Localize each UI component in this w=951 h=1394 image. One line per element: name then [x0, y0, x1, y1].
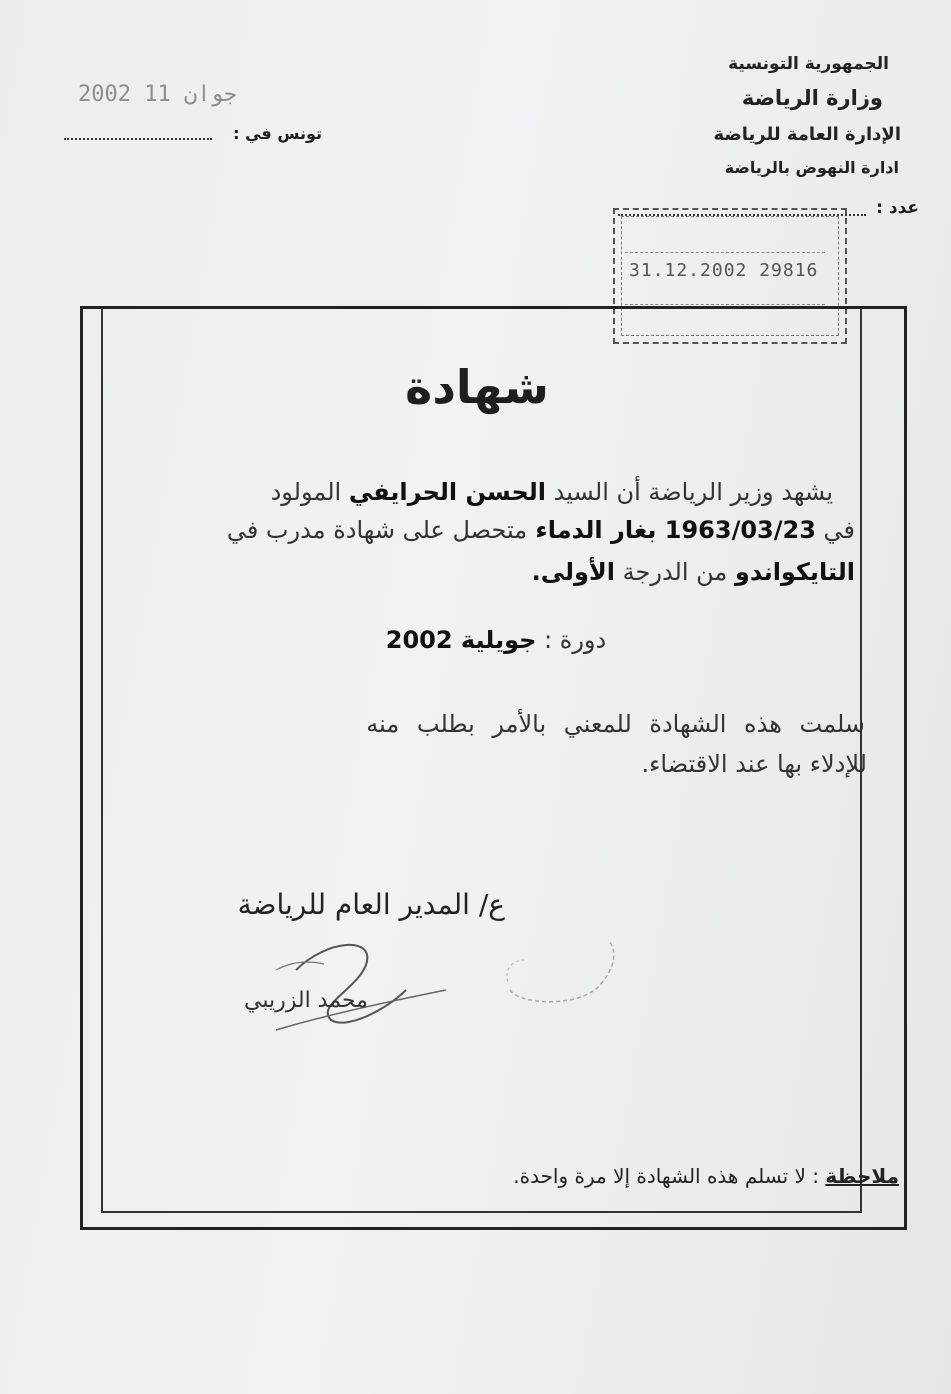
- certificate-line-1: [271, 478, 833, 506]
- delivery-line-1: سلمت هذه الشهادة للمعني بالأمر بطلب منه: [366, 710, 865, 738]
- note-label: ملاحظة: [825, 1164, 899, 1188]
- handwritten-signature: [236, 930, 476, 1040]
- header-republic: الجمهورية التونسية: [728, 54, 889, 74]
- place-dotted-line: [64, 138, 212, 140]
- header-general-directorate: الإدارة العامة للرياضة: [713, 124, 901, 145]
- line2-suffix: متحصل على شهادة مدرب في: [226, 516, 528, 544]
- level: الأولى.: [531, 558, 616, 586]
- number-label: عدد :: [876, 198, 919, 218]
- line2-middle: بغار الدماء: [527, 516, 665, 544]
- sport-name: التايكواندو: [734, 558, 855, 586]
- line1-suffix: المولود: [270, 478, 349, 506]
- date-stamp: 2002 جوان 11: [78, 82, 237, 107]
- session-label: دورة :: [536, 626, 607, 654]
- line2-prefix: في: [815, 516, 855, 544]
- session-line: [360, 626, 632, 654]
- faint-seal-stamp: [490, 930, 630, 1010]
- signature-title: ع/ المدير العام للرياضة: [237, 888, 505, 921]
- certificate-line-3: [532, 558, 855, 586]
- signatory-name: محمد الزريبي: [244, 988, 368, 1013]
- note-line: [513, 1164, 899, 1188]
- header-ministry: وزارة الرياضة: [741, 86, 883, 110]
- received-stamp-date: 31.12.2002 29816: [629, 260, 819, 281]
- holder-name: الحسن الحرايفي: [348, 478, 547, 506]
- certificate-title: شهادة: [405, 360, 549, 414]
- place-label: تونس في :: [233, 124, 322, 143]
- received-stamp-faded-text: [625, 224, 825, 253]
- line3-middle: من الدرجة: [615, 558, 735, 586]
- line1-prefix: يشهد وزير الرياضة أن السيد: [546, 478, 833, 506]
- certificate-line-2: [227, 516, 855, 544]
- birth-date: 1963/03/23: [664, 516, 816, 544]
- delivery-line-2: للإدلاء بها عند الاقتضاء.: [641, 750, 867, 778]
- note-text: : لا تسلم هذه الشهادة إلا مرة واحدة.: [513, 1164, 826, 1188]
- header-department: ادارة النهوض بالرياضة: [724, 158, 899, 177]
- session-value: جويلية 2002: [385, 626, 537, 654]
